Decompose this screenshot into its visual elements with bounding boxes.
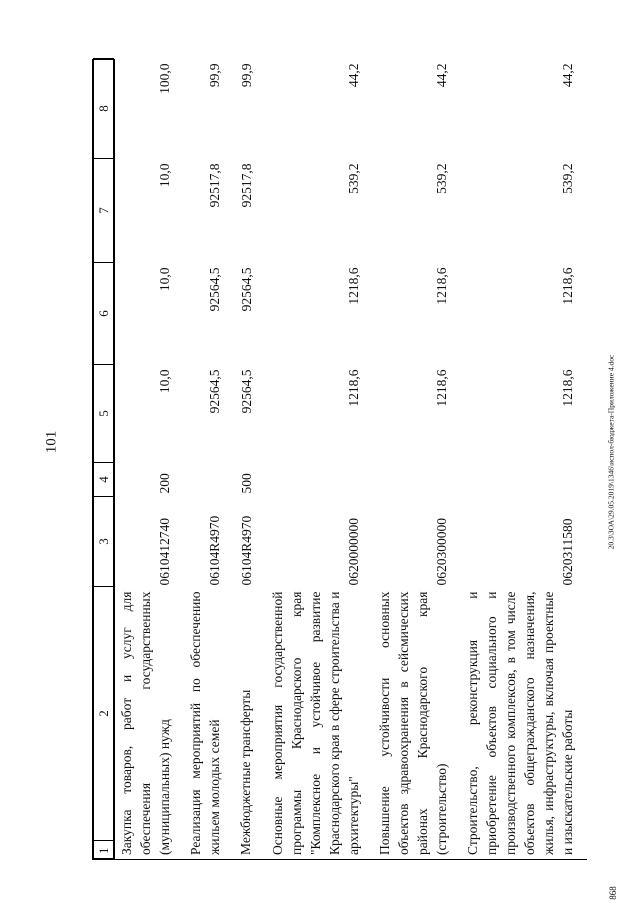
row-name: Основные мероприятия государственной программы Краснодарского края "Комплексное и устойчивое развитие Краснодарского края в сфере строительства и архитектуры" [266,588,373,860]
column-number-5: 5 [94,365,114,463]
column-number-4: 4 [94,463,114,497]
row-vr [266,464,373,498]
row-value-7: 92517,8 [239,163,254,208]
column-number-row [93,59,115,859]
budget-table-rotated [92,60,582,860]
row-vr [373,464,461,498]
row-value-7: 92517,8 [207,163,222,208]
row-code: 0620000000 [346,518,361,586]
row-value-6: 1218,6 [560,267,575,305]
row-value-7: 539,2 [434,163,449,194]
column-number-8: 8 [94,59,114,159]
column-number-1: 1 [94,841,114,859]
row-code: 0620311580 [560,518,575,586]
row-value-5: 10,0 [157,369,172,394]
row-code: 06104R4970 [207,515,222,586]
row-value-6: 92564,5 [239,267,254,312]
row-value-6: 1218,6 [434,267,449,305]
column-number-2: 2 [94,587,114,841]
row-name: Закупка товаров, работ и услуг для обеспечения государственных (муниципальных) нужд [115,588,185,860]
row-value-6: 10,0 [157,267,172,292]
row-value-5: 92564,5 [239,369,254,414]
row-value-8: 44,2 [346,63,361,88]
row-value-8: 44,2 [434,63,449,88]
budget-execution-table [92,59,587,860]
row-code: 06104R4970 [239,515,254,586]
row-name: Реализация мероприятий по обеспечению жильем молодых семей [184,588,234,860]
page-number: 101 [43,430,60,454]
row-value-5: 92564,5 [207,369,222,414]
table-row [184,59,234,859]
row-code: 0620300000 [434,518,449,586]
column-number-6: 6 [94,263,114,365]
row-name: Строительство, реконструкция и приобретение объектов социального и производственного комплексов, в том числе объектов общегражданского назначения, жилья, инфраструктуры, включая проектные и изыскательские работы [461,588,587,860]
row-value-5: 1218,6 [560,369,575,407]
table-row [266,59,373,859]
row-vr [461,464,587,498]
row-value-7: 539,2 [560,163,575,194]
row-value-8: 99,9 [239,63,254,88]
row-value-5: 1218,6 [434,369,449,407]
row-code: 0610412740 [157,518,172,586]
row-value-6: 92564,5 [207,267,222,312]
table-row [461,59,587,859]
corner-page-number: 868 [608,886,618,900]
row-value-8: 44,2 [560,63,575,88]
row-value-5: 1218,6 [346,369,361,407]
row-value-6: 1218,6 [346,267,361,305]
row-value-8: 99,9 [207,63,222,88]
column-number-3: 3 [94,497,114,587]
table-row [373,59,461,859]
row-vr: 200 [157,473,172,494]
file-path-footer: 20.3\ЗОА\29.05.2019\1346\испол-бюджета-Приложение 4.doc [606,354,616,550]
table-row [234,59,266,859]
row-value-8: 100,0 [157,63,172,94]
row-name: Повышение устойчивости основных объектов здравоохранения в сейсмических районах Краснодарского края (строительство) [373,588,461,860]
row-name: Межбюджетные трансферты [234,588,266,860]
row-value-7: 539,2 [346,163,361,194]
row-value-7: 10,0 [157,163,172,188]
table-row [115,59,185,859]
column-number-7: 7 [94,159,114,263]
row-vr [184,464,234,498]
row-vr: 500 [239,473,254,494]
